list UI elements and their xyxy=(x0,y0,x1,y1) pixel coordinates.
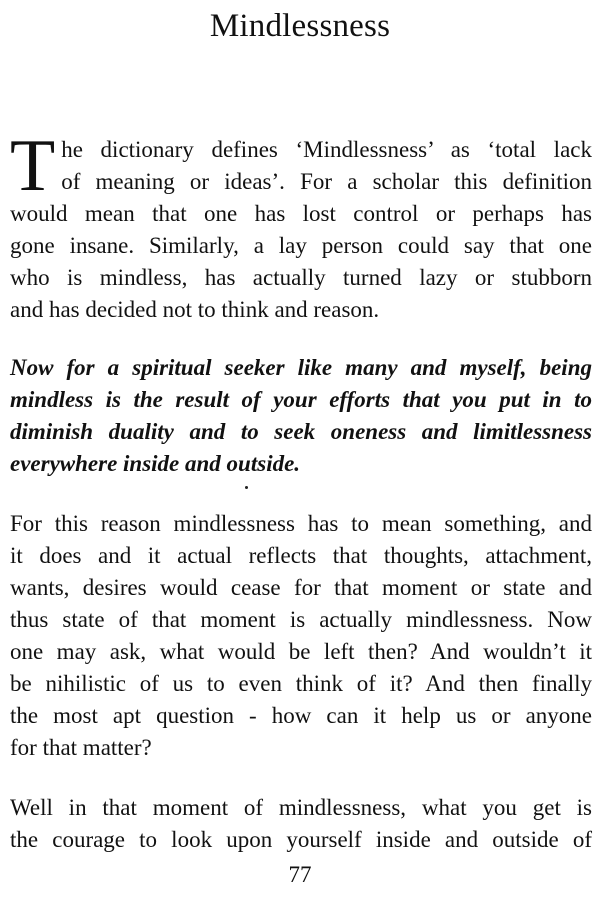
paragraph-3-line: the most apt question - how can it help us or anyone xyxy=(10,703,592,728)
paragraph-3-line: thus state of that moment is actually mindlessness. Now xyxy=(10,607,592,632)
page-number: 77 xyxy=(288,862,312,887)
drop-cap: T xyxy=(10,125,56,207)
print-speck xyxy=(245,486,248,489)
chapter-title: Mindlessness xyxy=(209,8,391,44)
paragraph-1-line: who is mindless, has actually turned lazy or stubborn xyxy=(10,265,592,290)
paragraph-2-line: mindless is the result of your efforts that you put in to xyxy=(10,387,592,412)
paragraph-3-line: wants, desires would cease for that moment or state and xyxy=(10,575,592,600)
paragraph-4-line: Well in that moment of mindlessness, what you get is xyxy=(10,795,592,820)
paragraph-2-line: diminish duality and to seek oneness and limitlessness xyxy=(10,419,592,444)
paragraph-1-line: and has decided not to think and reason. xyxy=(10,297,380,322)
paragraph-3-line: be nihilistic of us to even think of it? And then finally xyxy=(10,671,592,696)
paragraph-2-line: Now for a spiritual seeker like many and myself, being xyxy=(10,355,592,380)
paragraph-3-line: For this reason mindlessness has to mean something, and xyxy=(10,511,592,536)
paragraph-1-line: he dictionary defines ‘Mindlessness’ as ‘total lack xyxy=(61,137,592,162)
paragraph-3-line: one may ask, what would be left then? And wouldn’t it xyxy=(10,639,592,664)
paragraph-3 xyxy=(10,508,592,764)
paragraph-3-line: it does and it actual reflects that thoughts, attachment, xyxy=(10,543,592,568)
paragraph-3-line: for that matter? xyxy=(10,735,152,760)
paragraph-4-line: the courage to look upon yourself inside and outside of xyxy=(10,827,592,852)
paragraph-2-emphasis xyxy=(10,352,592,480)
paragraph-1 xyxy=(10,125,592,326)
paragraph-1-line: gone insane. Similarly, a lay person could say that one xyxy=(10,233,592,258)
paragraph-4 xyxy=(10,792,592,856)
paragraph-1-line: of meaning or ideas’. For a scholar this definition xyxy=(61,169,592,194)
paragraph-1-line: would mean that one has lost control or perhaps has xyxy=(10,201,592,226)
paragraph-2-line: everywhere inside and outside. xyxy=(10,451,301,476)
